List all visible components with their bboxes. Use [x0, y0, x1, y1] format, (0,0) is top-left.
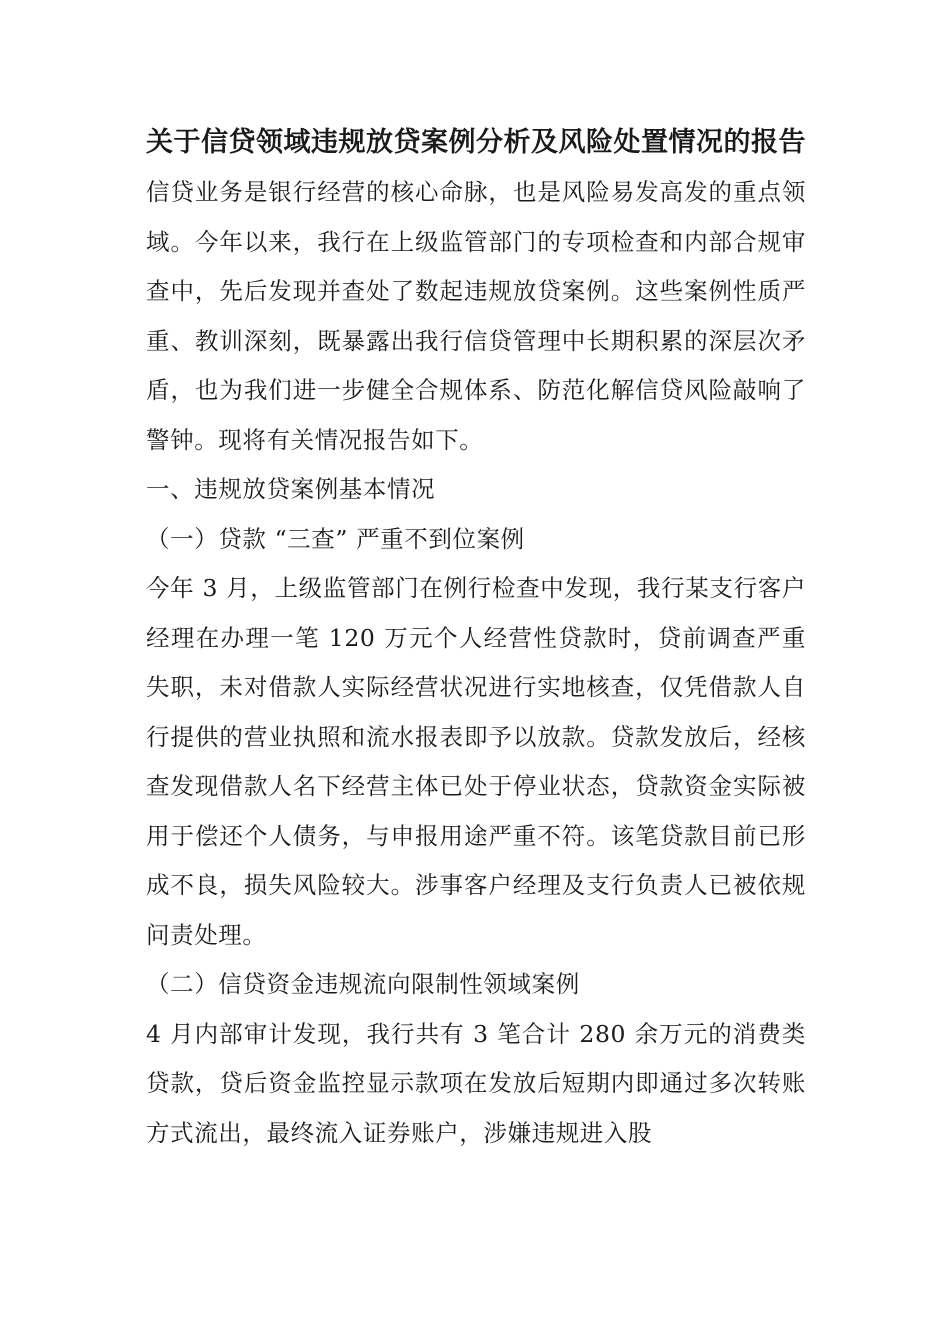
- case2-heading: （二）信贷资金违规流向限制性领域案例: [146, 970, 580, 998]
- case1-paragraph: 今年 3 月，上级监管部门在例行检查中发现，我行某支行客户经理在办理一笔 120 万元个人经营性贷款时，贷前调查严重失职，未对借款人实际经营状况进行实地核查，仅凭借款人自行提供的营业执照和流水报表即予以放款。贷款发放后，经核查发现借款人名下经营主体已处于停业状态，贷款资金实际被用于偿还个人债务，与申报用途严重不符。该笔贷款目前已形成不良，损失风险较大。涉事客户经理及支行负责人已被依规问责处理。: [146, 574, 806, 949]
- section-heading: 一、违规放贷案例基本情况: [146, 475, 436, 503]
- intro-paragraph: 信贷业务是银行经营的核心命脉，也是风险易发高发的重点领域。今年以来，我行在上级监管部门的专项检查和内部合规审查中，先后发现并查处了数起违规放贷案例。这些案例性质严重、教训深刻，既暴露出我行信贷管理中长期积累的深层次矛盾，也为我们进一步健全合规体系、防范化解信贷风险敲响了警钟。现将有关情况报告如下。: [146, 178, 806, 454]
- case2-paragraph: 4 月内部审计发现，我行共有 3 笔合计 280 余万元的消费类贷款，贷后资金监控显示款项在发放后短期内即通过多次转账方式流出，最终流入证券账户，涉嫌违规进入股: [146, 1019, 806, 1147]
- document-page: [146, 118, 806, 1158]
- document-title: 关于信贷领域违规放贷案例分析及风险处置情况的报告: [146, 127, 806, 158]
- case1-heading: （一）贷款 “三查” 严重不到位案例: [146, 524, 525, 553]
